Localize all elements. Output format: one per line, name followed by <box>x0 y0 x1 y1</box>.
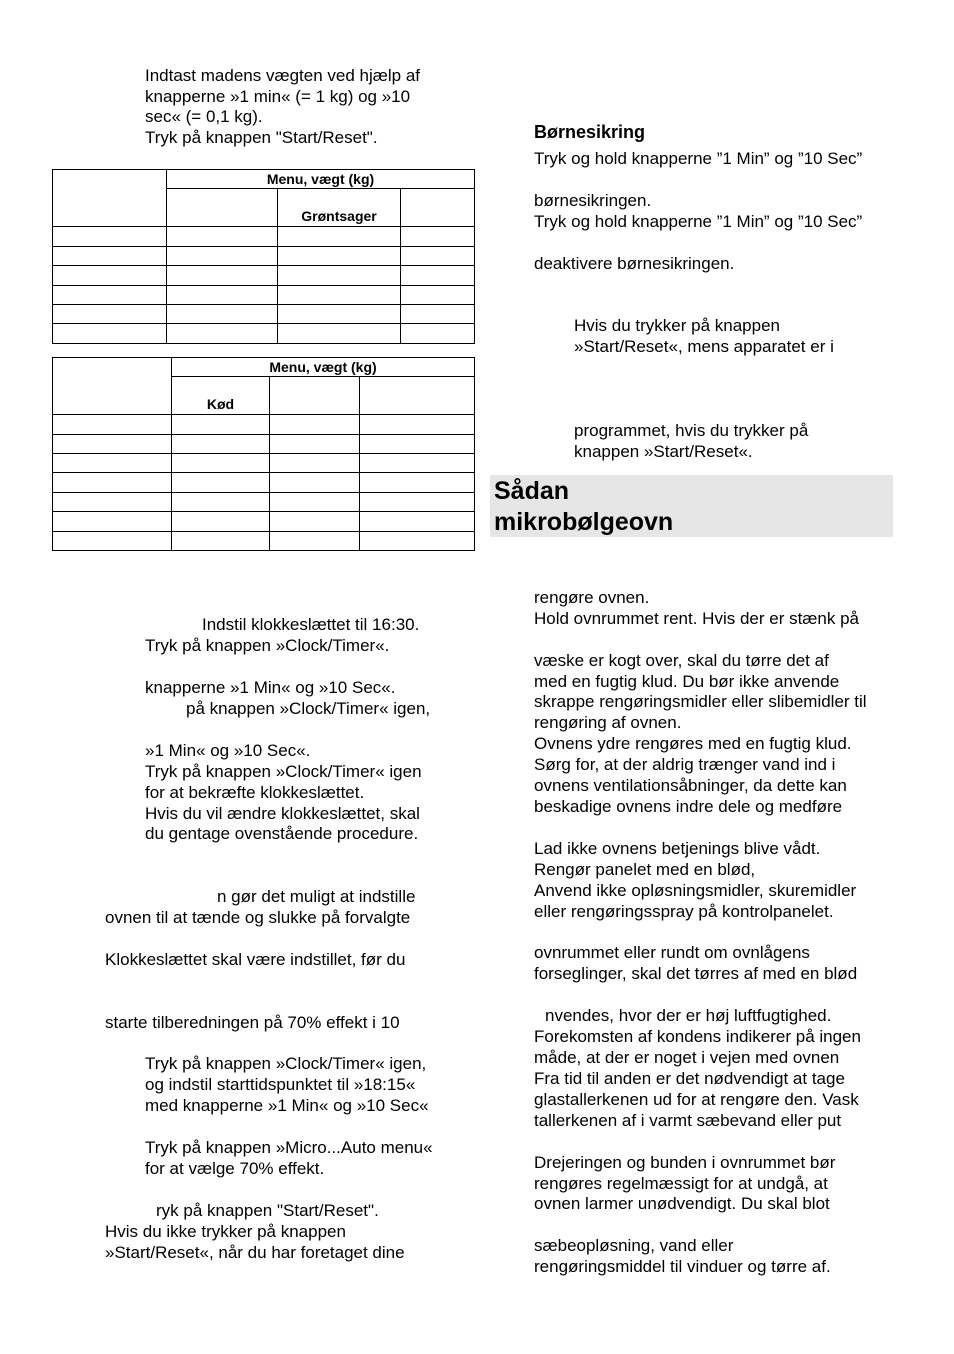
table-cell <box>53 170 167 227</box>
cleaning-line: Sørg for, at der aldrig trænger vand ind i <box>534 755 836 774</box>
cleaning-line: rengøre ovnen. <box>534 588 650 607</box>
cleaning-line: Lad ikke ovnens betjenings blive vådt. <box>534 839 821 858</box>
cleaning-line: ovnens ventilationsåbninger, da dette kan <box>534 776 847 795</box>
clock-line: for at bekræfte klokkeslættet. <box>145 783 365 802</box>
cleaning-line: nvendes, hvor der er høj luftfugtighed. <box>545 1006 832 1025</box>
cleaning-line: ovnen larmer unødvendigt. Du skal blot <box>534 1194 830 1213</box>
cleaning-line: måde, at der er noget i vejen med ovnen <box>534 1048 840 1067</box>
cleaning-line: rengøring af ovnen. <box>534 713 682 732</box>
timer-line: n gør det muligt at indstille <box>217 887 416 906</box>
table-row <box>53 531 475 550</box>
table-row <box>53 246 475 265</box>
cleaning-line: Drejeringen og bunden i ovnrummet bør <box>534 1153 836 1172</box>
table-cell <box>401 189 475 227</box>
table-cell <box>53 358 172 415</box>
section-heading-line: mikrobølgeovn <box>494 508 674 536</box>
table-row <box>53 415 475 434</box>
intro-line: Indtast madens vægten ved hjælp af <box>145 66 420 85</box>
table-cell <box>360 377 475 415</box>
note-line: »Start/Reset«, mens apparatet er i <box>574 337 834 356</box>
step-line: for at vælge 70% effekt. <box>145 1159 325 1178</box>
child-lock-heading: Børnesikring <box>534 122 646 142</box>
table-row <box>53 324 475 344</box>
intro-line: Tryk på knappen "Start/Reset". <box>145 128 378 147</box>
timer-line: Klokkeslættet skal være indstillet, før du <box>105 950 406 969</box>
child-lock-line: Tryk og hold knapperne ”1 Min” og ”10 Sec” <box>534 212 863 231</box>
note-line: knappen »Start/Reset«. <box>574 442 753 461</box>
timer-line: starte tilberedningen på 70% effekt i 10 <box>105 1013 400 1032</box>
cleaning-line: Ovnens ydre rengøres med en fugtig klud. <box>534 734 852 753</box>
clock-line: knapperne »1 Min« og »10 Sec«. <box>145 678 396 697</box>
cleaning-line: skrappe rengøringsmidler eller slibemidler til <box>534 692 867 711</box>
table-row <box>53 434 475 453</box>
clock-line: Tryk på knappen »Clock/Timer«. <box>145 636 390 655</box>
table-row <box>53 512 475 531</box>
table-row <box>53 227 475 246</box>
step-line: »Start/Reset«, når du har foretaget dine <box>105 1243 405 1262</box>
intro-line: knapperne »1 min« (= 1 kg) og »10 <box>145 87 411 106</box>
clock-line: Hvis du vil ændre klokkeslættet, skal <box>145 804 420 823</box>
cleaning-line: sæbeopløsning, vand eller <box>534 1236 734 1255</box>
child-lock-line: Tryk og hold knapperne ”1 Min” og ”10 Sec” <box>534 149 863 168</box>
table-subheader: Grøntsager <box>278 189 401 227</box>
cleaning-line: Rengør panelet med en blød, <box>534 860 756 879</box>
cleaning-line: Forekomsten af kondens indikerer på ingen <box>534 1027 861 1046</box>
table-row <box>53 473 475 492</box>
table-row <box>53 266 475 285</box>
section-heading-line: Sådan <box>494 477 570 505</box>
cleaning-line: med en fugtig klud. Du bør ikke anvende <box>534 672 840 691</box>
clock-line: Indstil klokkeslættet til 16:30. <box>202 615 420 634</box>
table-row <box>53 305 475 324</box>
cleaning-line: rengøres regelmæssigt for at undgå, at <box>534 1174 828 1193</box>
cleaning-line: rengøringsmiddel til vinduer og tørre af. <box>534 1257 831 1276</box>
table-header: Menu, vægt (kg) <box>172 358 475 377</box>
table-cell <box>270 377 360 415</box>
table-row <box>53 453 475 472</box>
table-subheader: Kød <box>172 377 270 415</box>
cleaning-line: forseglinger, skal det tørres af med en blød <box>534 964 858 983</box>
intro-line: sec« (= 0,1 kg). <box>145 107 263 126</box>
step-line: Hvis du ikke trykker på knappen <box>105 1222 346 1241</box>
table-cell <box>167 189 278 227</box>
meat-weight-table <box>52 357 475 551</box>
timer-line: ovnen til at tænde og slukke på forvalgte <box>105 908 411 927</box>
step-line: med knapperne »1 Min« og »10 Sec« <box>145 1096 429 1115</box>
cleaning-line: ovnrummet eller rundt om ovnlågens <box>534 943 810 962</box>
step-line: Tryk på knappen »Clock/Timer« igen, <box>145 1054 427 1073</box>
step-line: Tryk på knappen »Micro...Auto menu« <box>145 1138 433 1157</box>
step-line: ryk på knappen "Start/Reset". <box>156 1201 379 1220</box>
cleaning-line: Fra tid til anden er det nødvendigt at tage <box>534 1069 845 1088</box>
cleaning-line: væske er kogt over, skal du tørre det af <box>534 651 829 670</box>
cleaning-line: glastallerkenen ud for at rengøre den. Vask <box>534 1090 859 1109</box>
cleaning-line: Anvend ikke opløsningsmidler, skuremidler <box>534 881 857 900</box>
cleaning-line: beskadige ovnens indre dele og medføre <box>534 797 843 816</box>
cleaning-line: tallerkenen af i varmt sæbevand eller put <box>534 1111 842 1130</box>
note-line: programmet, hvis du trykker på <box>574 421 809 440</box>
clock-line: Tryk på knappen »Clock/Timer« igen <box>145 762 422 781</box>
clock-line: »1 Min« og »10 Sec«. <box>145 741 311 760</box>
vegetables-weight-table <box>52 169 475 344</box>
table-header: Menu, vægt (kg) <box>167 170 475 189</box>
table-row <box>53 285 475 304</box>
clock-line: du gentage ovenstående procedure. <box>145 824 419 843</box>
child-lock-line: deaktivere børnesikringen. <box>534 254 735 273</box>
table-row <box>53 492 475 511</box>
cleaning-line: Hold ovnrummet rent. Hvis der er stænk på <box>534 609 860 628</box>
step-line: og indstil starttidspunktet til »18:15« <box>145 1075 416 1094</box>
note-line: Hvis du trykker på knappen <box>574 316 780 335</box>
child-lock-line: børnesikringen. <box>534 191 652 210</box>
cleaning-line: eller rengøringsspray på kontrolpanelet. <box>534 902 834 921</box>
clock-line: på knappen »Clock/Timer« igen, <box>186 699 431 718</box>
